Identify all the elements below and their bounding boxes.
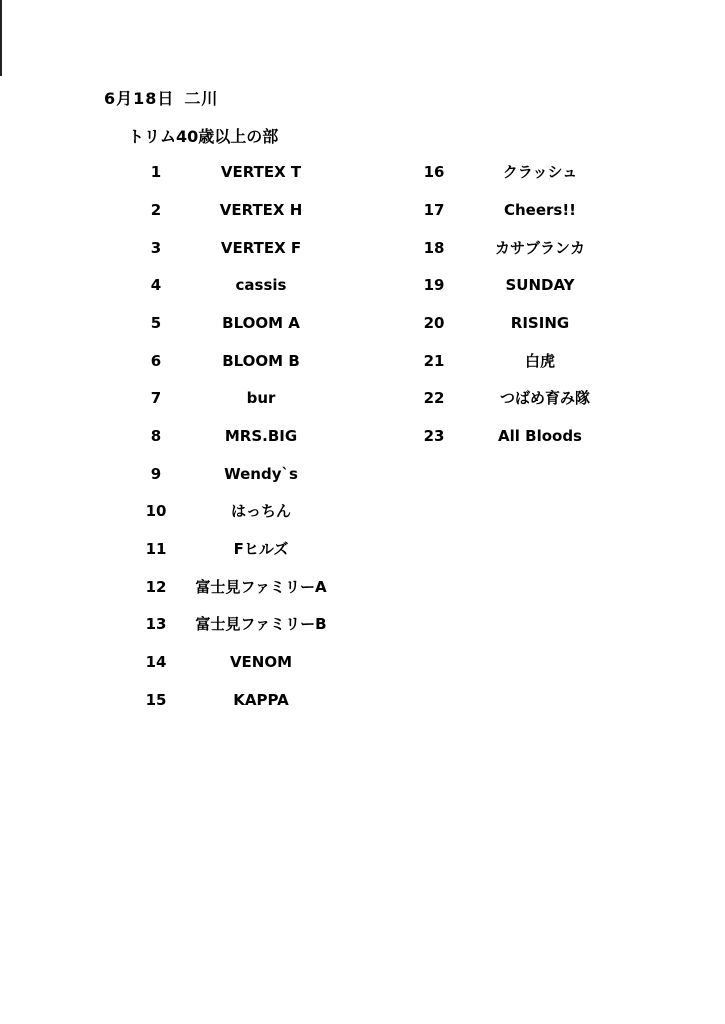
entry-number: 23 — [423, 427, 445, 445]
entry-team: VERTEX H — [219, 201, 303, 219]
entry-team: All Bloods — [498, 427, 582, 445]
entry-number: 2 — [150, 201, 162, 219]
event-header — [104, 86, 218, 109]
event-date: 6月18日 — [104, 89, 175, 108]
entry-team: VENOM — [229, 653, 293, 671]
entry-team: Wendy`s — [224, 465, 298, 483]
entry-team: VERTEX T — [220, 163, 302, 181]
entry-number: 10 — [145, 502, 167, 520]
category-title: トリム40歳以上の部 — [128, 127, 279, 146]
entry-number: 19 — [423, 276, 445, 294]
entry-team: cassis — [235, 276, 287, 294]
entry-team: はっちん — [230, 502, 291, 520]
entry-number: 18 — [423, 239, 445, 257]
entry-number: 21 — [423, 352, 445, 370]
entry-number: 20 — [423, 314, 445, 332]
entry-team: Fヒルズ — [233, 540, 289, 558]
entry-team: bur — [246, 389, 276, 407]
entry-team: KAPPA — [233, 691, 289, 709]
entry-number: 4 — [150, 276, 162, 294]
entry-number: 22 — [423, 389, 445, 407]
entry-team: 富士見ファミリーB — [195, 615, 327, 633]
entry-team: MRS.BIG — [224, 427, 298, 445]
entry-number: 1 — [150, 163, 162, 181]
entry-number: 7 — [150, 389, 162, 407]
entry-number: 12 — [145, 578, 167, 596]
entry-number: 14 — [145, 653, 167, 671]
event-venue: 二川 — [184, 89, 219, 108]
entry-number: 9 — [150, 465, 162, 483]
entry-number: 3 — [150, 239, 162, 257]
entry-team: SUNDAY — [505, 276, 575, 294]
entry-team: クラッシュ — [502, 163, 578, 181]
entry-team: 富士見ファミリーA — [195, 578, 327, 596]
entry-number: 11 — [145, 540, 167, 558]
entry-team: BLOOM A — [222, 314, 300, 332]
entry-team: BLOOM B — [222, 352, 300, 370]
entry-team: 白虎 — [524, 352, 555, 370]
entry-number: 17 — [423, 201, 445, 219]
entry-team: VERTEX F — [220, 239, 302, 257]
entry-team: カサブランカ — [494, 239, 585, 257]
entry-number: 13 — [145, 615, 167, 633]
entry-number: 16 — [423, 163, 445, 181]
entry-number: 5 — [150, 314, 162, 332]
entry-team: Cheers!! — [503, 201, 577, 219]
scan-edge-mark — [0, 0, 2, 76]
entry-number: 8 — [150, 427, 162, 445]
entry-number: 6 — [150, 352, 162, 370]
entry-number: 15 — [145, 691, 167, 709]
entry-team: つばめ育み隊 — [499, 389, 590, 407]
entry-team: RISING — [510, 314, 570, 332]
